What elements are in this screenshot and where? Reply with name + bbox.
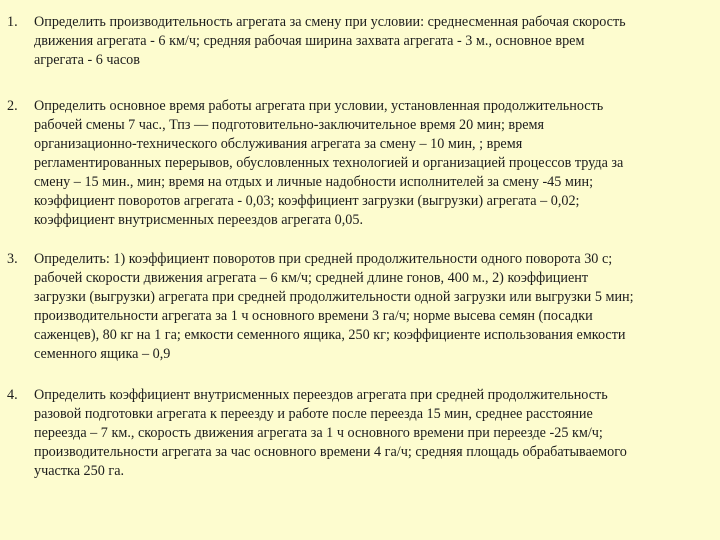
text-line: коэффициент поворотов агрегата - 0,03; коэффициент загрузки (выгрузки) агрегата – 0,02; (34, 193, 580, 209)
text-line: рабочей смены 7 час., Тпз — подготовительно-заключительное время 20 мин; время (34, 117, 545, 133)
text-line: регламентированных перерывов, обусловленных технологией и организацией процессов труда за (34, 155, 624, 171)
text-line: саженцев), 80 кг на 1 га; емкости семенного ящика, 250 кг; коэффициенте использования емкости (34, 327, 626, 343)
text-line: семенного ящика – 0,9 (34, 346, 171, 362)
text-line: разовой подготовки агрегата к переезду и работе после переезда 15 мин, среднее расстояние (34, 406, 593, 422)
task-text (34, 13, 715, 70)
text-line: движения агрегата - 6 км/ч; средняя рабочая ширина захвата агрегата - 3 м., основное врем (34, 33, 585, 49)
text-line: загрузки (выгрузки) агрегата при средней продолжительности одной загрузки или выгрузки 5 мин; (34, 289, 634, 305)
task-number: 1. (7, 14, 18, 30)
task-text (34, 97, 715, 230)
task-number: 2. (7, 98, 18, 114)
task-text (34, 386, 715, 481)
text-line: агрегата - 6 часов (34, 52, 140, 68)
task-number: 4. (7, 387, 18, 403)
text-line: Определить коэффициент внутрисменных переездов агрегата при средней продолжительность (34, 387, 608, 403)
text-line: Определить основное время работы агрегата при условии, установленная продолжительность (34, 98, 604, 114)
task-text (34, 250, 715, 364)
text-line: переезда – 7 км., скорость движения агрегата за 1 ч основного времени при переезде -25 км/ч; (34, 425, 603, 441)
text-line: участка 250 га. (34, 463, 125, 479)
text-line: производительности агрегата за 1 ч основного времени 3 га/ч; норме высева семян (посадки (34, 308, 593, 324)
text-line: коэффициент внутрисменных переездов агрегата 0,05. (34, 212, 364, 228)
text-line: Определить производительность агрегата за смену при условии: среднесменная рабочая скорость (34, 14, 626, 30)
text-line: производительности агрегата за час основного времени 4 га/ч; средняя площадь обрабатываемого (34, 444, 627, 460)
text-line: рабочей скорости движения агрегата – 6 км/ч; средней длине гонов, 400 м., 2) коэффициент (34, 270, 589, 286)
text-line: смену – 15 мин., мин; время на отдых и личные надобности исполнителей за смену -45 мин; (34, 174, 594, 190)
task-number: 3. (7, 251, 18, 267)
text-line: Определить: 1) коэффициент поворотов при средней продолжительности одного поворота 30 с; (34, 251, 613, 267)
text-line: организационно-технического обслуживания агрегата за смену – 10 мин, ; время (34, 136, 523, 152)
